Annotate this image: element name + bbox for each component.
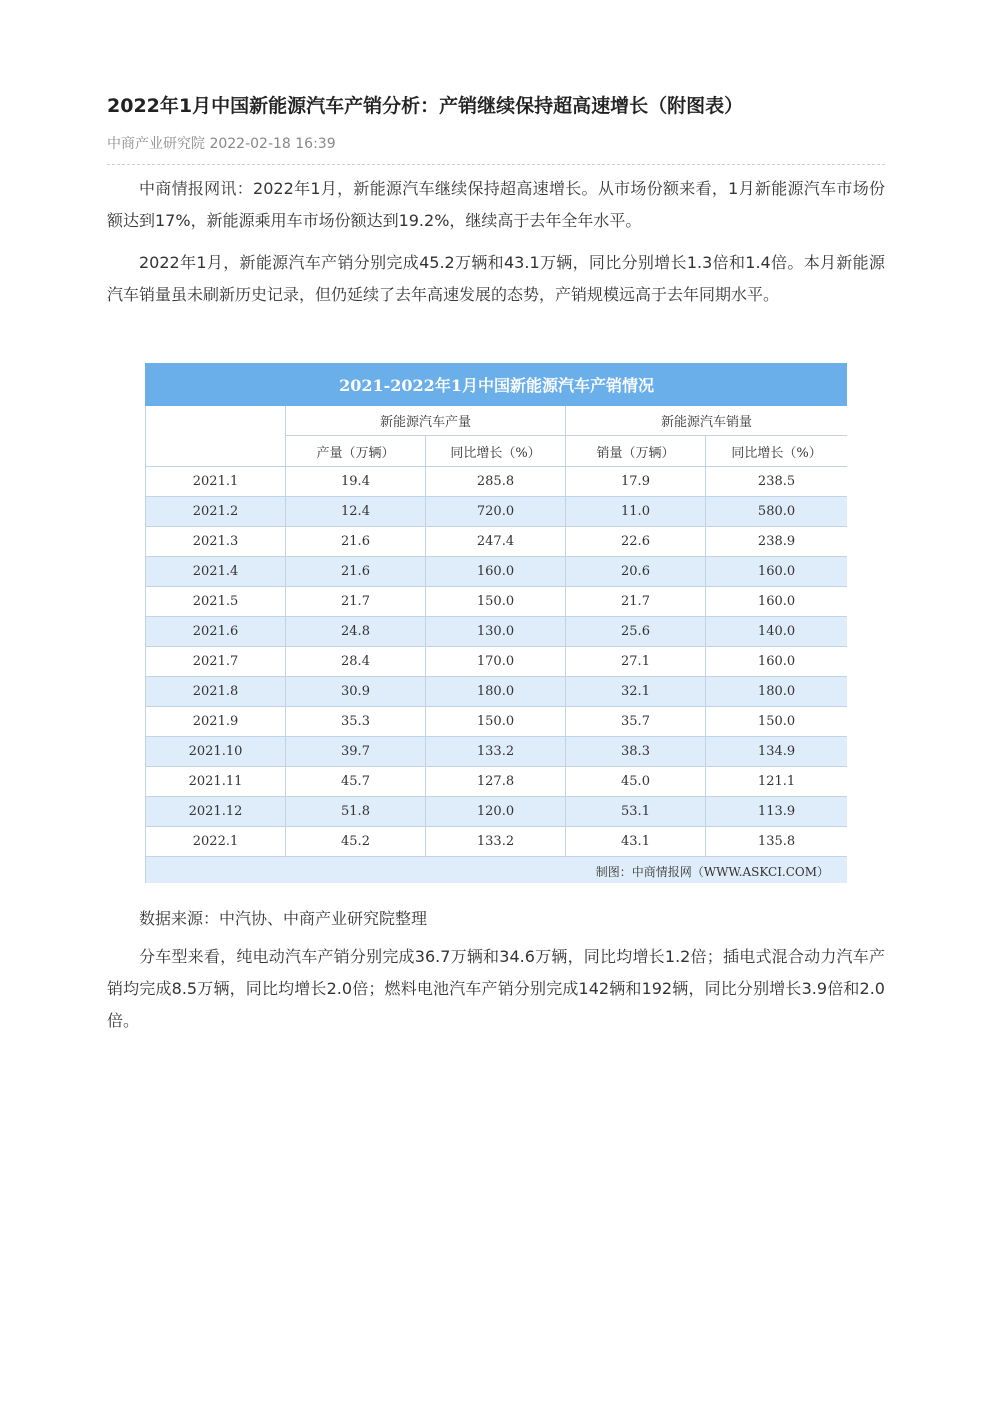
table-cell-sales-yoy: 180.0 xyxy=(706,677,848,707)
table-cell-month: 2021.3 xyxy=(146,527,286,557)
table-cell-production: 21.6 xyxy=(286,557,426,587)
table-cell-sales: 27.1 xyxy=(566,647,706,677)
table-cell-month: 2021.2 xyxy=(146,497,286,527)
table-cell-production-yoy: 133.2 xyxy=(426,827,566,857)
table-cell-month: 2021.10 xyxy=(146,737,286,767)
paragraph-vehicle-types: 分车型来看，纯电动汽车产销分别完成36.7万辆和34.6万辆，同比均增长1.2倍；插电式混合动力汽车产销均完成8.5万辆，同比均增长2.0倍；燃料电池汽车产销分别完成142辆和192辆，同比分别增长3.9倍和2.0倍。 xyxy=(107,947,885,1030)
table-cell-month: 2021.12 xyxy=(146,797,286,827)
table-row xyxy=(146,497,848,527)
table-cell-production-yoy: 180.0 xyxy=(426,677,566,707)
table-row xyxy=(146,797,848,827)
data-source-text: 数据来源：中汽协、中商产业研究院整理 xyxy=(139,909,428,928)
table-cell-production-yoy: 170.0 xyxy=(426,647,566,677)
table-cell-production: 21.7 xyxy=(286,587,426,617)
table-cell-month: 2022.1 xyxy=(146,827,286,857)
table-cell-sales-yoy: 121.1 xyxy=(706,767,848,797)
table-cell-month: 2021.5 xyxy=(146,587,286,617)
table-cell-production: 21.6 xyxy=(286,527,426,557)
table-cell-production-yoy: 130.0 xyxy=(426,617,566,647)
column-header-sales-yoy: 同比增长（%） xyxy=(706,436,848,467)
table-cell-production: 28.4 xyxy=(286,647,426,677)
table-cell-sales: 22.6 xyxy=(566,527,706,557)
table-cell-month: 2021.11 xyxy=(146,767,286,797)
table-cell-production-yoy: 285.8 xyxy=(426,467,566,497)
table-cell-month: 2021.7 xyxy=(146,647,286,677)
table-cell-sales-yoy: 238.9 xyxy=(706,527,848,557)
table-title: 2021-2022年1月中国新能源汽车产销情况 xyxy=(146,364,848,406)
table-cell-month: 2021.9 xyxy=(146,707,286,737)
table-cell-production: 39.7 xyxy=(286,737,426,767)
production-sales-table xyxy=(145,363,847,883)
paragraph-intro: 中商情报网讯：2022年1月，新能源汽车继续保持超高速增长。从市场份额来看，1月新能源汽车市场份额达到17%，新能源乘用车市场份额达到19.2%，继续高于去年全年水平。 xyxy=(107,179,885,230)
table-cell-production: 24.8 xyxy=(286,617,426,647)
table-cell-production: 12.4 xyxy=(286,497,426,527)
table-cell-sales-yoy: 160.0 xyxy=(706,557,848,587)
table-cell-sales-yoy: 580.0 xyxy=(706,497,848,527)
table-row xyxy=(146,617,848,647)
table-cell-sales: 38.3 xyxy=(566,737,706,767)
table-cell-sales-yoy: 160.0 xyxy=(706,647,848,677)
table-footer-row xyxy=(146,857,848,884)
table-cell-production: 45.7 xyxy=(286,767,426,797)
data-source xyxy=(107,903,885,935)
table-cell-production-yoy: 133.2 xyxy=(426,737,566,767)
table-row xyxy=(146,557,848,587)
table-cell-sales: 21.7 xyxy=(566,587,706,617)
table-row xyxy=(146,737,848,767)
table-cell-production-yoy: 120.0 xyxy=(426,797,566,827)
paragraph-summary: 2022年1月，新能源汽车产销分别完成45.2万辆和43.1万辆，同比分别增长1.3倍和1.4倍。本月新能源汽车销量虽未刷新历史记录，但仍延续了去年高速发展的态势，产销规模远高于去年同期水平。 xyxy=(107,253,885,304)
meta-divider xyxy=(107,164,885,165)
table-row xyxy=(146,527,848,557)
table-cell-production: 30.9 xyxy=(286,677,426,707)
table-row xyxy=(146,677,848,707)
table-cell-production-yoy: 150.0 xyxy=(426,587,566,617)
table-cell-sales: 53.1 xyxy=(566,797,706,827)
column-header-sales: 销量（万辆） xyxy=(566,436,706,467)
group-header-sales: 新能源汽车销量 xyxy=(566,406,848,436)
article xyxy=(107,92,885,311)
table-footer-credit: 制图：中商情报网（WWW.ASKCI.COM） xyxy=(146,857,848,884)
table-cell-production-yoy: 127.8 xyxy=(426,767,566,797)
table-cell-sales: 11.0 xyxy=(566,497,706,527)
table-caption-row xyxy=(146,364,848,406)
table-cell-sales-yoy: 160.0 xyxy=(706,587,848,617)
table-cell-sales: 35.7 xyxy=(566,707,706,737)
table-cell-production-yoy: 160.0 xyxy=(426,557,566,587)
table-cell-production: 19.4 xyxy=(286,467,426,497)
table-cell-sales: 45.0 xyxy=(566,767,706,797)
table-row xyxy=(146,467,848,497)
table-cell-production: 35.3 xyxy=(286,707,426,737)
table-cell-sales-yoy: 134.9 xyxy=(706,737,848,767)
data-table-figure xyxy=(145,363,847,883)
closing-section xyxy=(107,941,885,1037)
table-cell-month: 2021.1 xyxy=(146,467,286,497)
table-row xyxy=(146,767,848,797)
table-cell-sales: 25.6 xyxy=(566,617,706,647)
table-row xyxy=(146,587,848,617)
group-header-production: 新能源汽车产量 xyxy=(286,406,566,436)
table-cell-month: 2021.6 xyxy=(146,617,286,647)
table-cell-sales: 20.6 xyxy=(566,557,706,587)
table-cell-sales-yoy: 135.8 xyxy=(706,827,848,857)
table-group-header-row xyxy=(146,406,848,436)
table-cell-production-yoy: 150.0 xyxy=(426,707,566,737)
column-header-production-yoy: 同比增长（%） xyxy=(426,436,566,467)
column-header-production: 产量（万辆） xyxy=(286,436,426,467)
table-row xyxy=(146,647,848,677)
table-cell-month: 2021.8 xyxy=(146,677,286,707)
table-corner-cell xyxy=(146,406,286,467)
table-cell-production-yoy: 247.4 xyxy=(426,527,566,557)
article-meta: 中商产业研究院 2022-02-18 16:39 xyxy=(107,136,336,152)
table-row xyxy=(146,707,848,737)
article-title: 2022年1月中国新能源汽车产销分析：产销继续保持超高速增长（附图表） xyxy=(107,95,744,117)
table-cell-sales-yoy: 113.9 xyxy=(706,797,848,827)
table-cell-sales: 43.1 xyxy=(566,827,706,857)
table-cell-sales-yoy: 238.5 xyxy=(706,467,848,497)
table-cell-month: 2021.4 xyxy=(146,557,286,587)
table-cell-production: 45.2 xyxy=(286,827,426,857)
table-cell-sales-yoy: 150.0 xyxy=(706,707,848,737)
table-cell-sales: 32.1 xyxy=(566,677,706,707)
table-cell-production: 51.8 xyxy=(286,797,426,827)
table-row xyxy=(146,827,848,857)
table-cell-sales: 17.9 xyxy=(566,467,706,497)
table-cell-production-yoy: 720.0 xyxy=(426,497,566,527)
table-cell-sales-yoy: 140.0 xyxy=(706,617,848,647)
